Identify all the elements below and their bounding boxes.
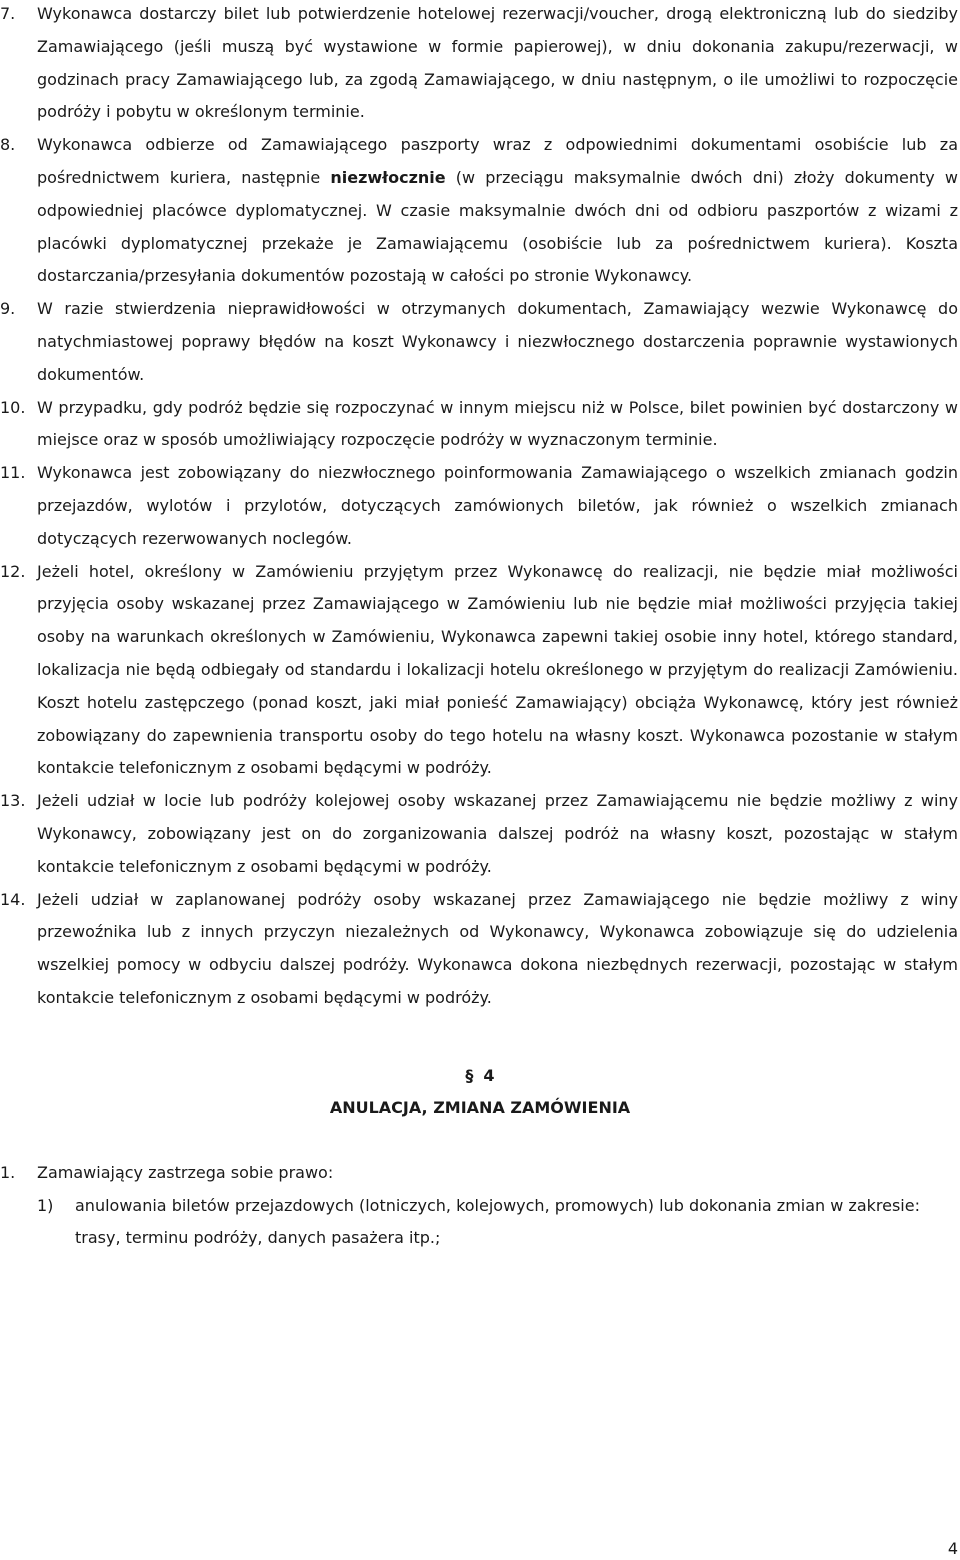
section-number [0,1060,960,1092]
item-text: Jeżeli hotel, określony w Zamówieniu przyjętym przez Wykonawcę do realizacji, nie będzie miał możliwości przyjęcia osoby wskazanej przez Zamawiającego w Zamówieniu lub nie będzie miał możliwości przyjęcia takiej osoby na warunkach określonych w Zamówieniu, Wykonawca zapewni takiej osobie inny hotel, którego standard, lokalizacja nie będą odbiegały od standardu i lokalizacji hotelu określonego w przyjętym do realizacji Zamówieniu. Koszt hotelu zastępczego (ponad koszt, jaki miał ponieść Zamawiający) obciąża Wykonawcę, który jest również zobowiązany do zapewnienia transportu osoby do tego hotelu na własny koszt. Wykonawca pozostanie w stałym kontakcie telefonicznym z osobami będącymi w podróży. [37,561,958,778]
list-item [0,392,960,458]
item-text: Jeżeli udział w zaplanowanej podróży osoby wskazanej przez Zamawiającego nie będzie możliwy z winy przewoźnika lub z innych przyczyn niezależnych od Wykonawcy, Wykonawca zobowiązuje się do udzielenia wszelkiej pomocy w odbyciu dalszej podróży. Wykonawca dokona niezbędnych rezerwacji, pozostając w stałym kontakcie telefonicznym z osobami będącymi w podróży. [37,889,958,1007]
section-title: ANULACJA, ZMIANA ZAMÓWIENIA [329,1097,631,1117]
item-text: W razie stwierdzenia nieprawidłowości w otrzymanych dokumentach, Zamawiający wezwie Wykonawcę do natychmiastowej poprawy błędów na koszt Wykonawcy i niezwłocznego dostarczenia poprawnie wystawionych dokumentów. [37,299,958,384]
list-item [0,556,960,786]
item-emphasis: niezwłocznie [330,167,446,187]
item-number: 12. [0,561,26,581]
item-text: W przypadku, gdy podróż będzie się rozpoczynać w innym miejscu niż w Polsce, bilet powinien być dostarczony w miejsce oraz w sposób umożliwiający rozpoczęcie podróży w wyznaczonym terminie. [37,397,958,450]
sub-list-item [0,1190,960,1256]
list-item [0,884,960,1015]
section-symbol: § [465,1065,474,1085]
item-text: Jeżeli udział w locie lub podróży kolejowej osoby wskazanej przez Zamawiającemu nie będzie możliwy z winy Wykonawcy, zobowiązany jest on do zorganizowania dalszej podróż na własny koszt, pozostając w stałym kontakcie telefonicznym z osobami będącymi w podróży. [37,791,958,876]
list-item [0,457,960,555]
list-item [0,293,960,391]
item-text: Wykonawca dostarczy bilet lub potwierdzenie hotelowej rezerwacji/voucher, drogą elektroniczną lub do siedziby Zamawiającego (jeśli muszą być wystawione w formie papierowej), w dniu dokonania zakupu/rezerwacji, w godzinach pracy Zamawiającego lub, za zgodą Zamawiającego, w dniu następnym, o ile umożliwi to rozpoczęcie podróży i pobytu w określonym terminie. [37,4,958,122]
sub-item-number: 1) [37,1195,54,1215]
item-number: 9. [0,299,16,319]
item-text: (w przeciągu maksymalnie dwóch dni) złoży dokumenty w odpowiedniej placówce dyplomatycznej. W czasie maksymalnie dwóch dni od odbioru paszportów z wizami z placówki dyplomatycznej przekaże je Zamawiającemu (osobiście lub za pośrednictwem kuriera). Koszta dostarczania/przesyłania dokumentów pozostają w całości po stronie Wykonawcy. [37,167,959,286]
list-item [0,785,960,883]
item-number: 1. [0,1162,16,1182]
list-item [0,1157,960,1190]
item-number: 10. [0,397,26,417]
item-number: 11. [0,463,26,483]
item-number: 7. [0,4,16,23]
list-item [0,0,960,129]
section-number-value: 4 [483,1065,495,1085]
item-text: Wykonawca jest zobowiązany do niezwłocznego poinformowania Zamawiającego o wszelkich zmianach godzin przejazdów, wylotów i przylotów, dotyczących zamówionych biletów, jak również o wszelkich zmianach dotyczących rezerwowanych noclegów. [37,463,958,548]
item-number: 8. [0,135,16,155]
section-heading [0,1060,960,1124]
list-item [0,129,960,293]
page-number: 4 [947,1539,958,1558]
item-text: Wykonawca odbierze od Zamawiającego paszporty wraz z odpowiednimi dokumentami osobiście lub za pośrednictwem kuriera, następnie [37,135,958,187]
item-text: Zamawiający zastrzega sobie prawo: [37,1162,334,1182]
item-number: 14. [0,889,26,909]
sub-item-text: anulowania biletów przejazdowych (lotniczych, kolejowych, promowych) lub dokonania zmian w zakresie: trasy, terminu podróży, danych pasażera itp.; [75,1195,920,1248]
item-number: 13. [0,791,26,811]
